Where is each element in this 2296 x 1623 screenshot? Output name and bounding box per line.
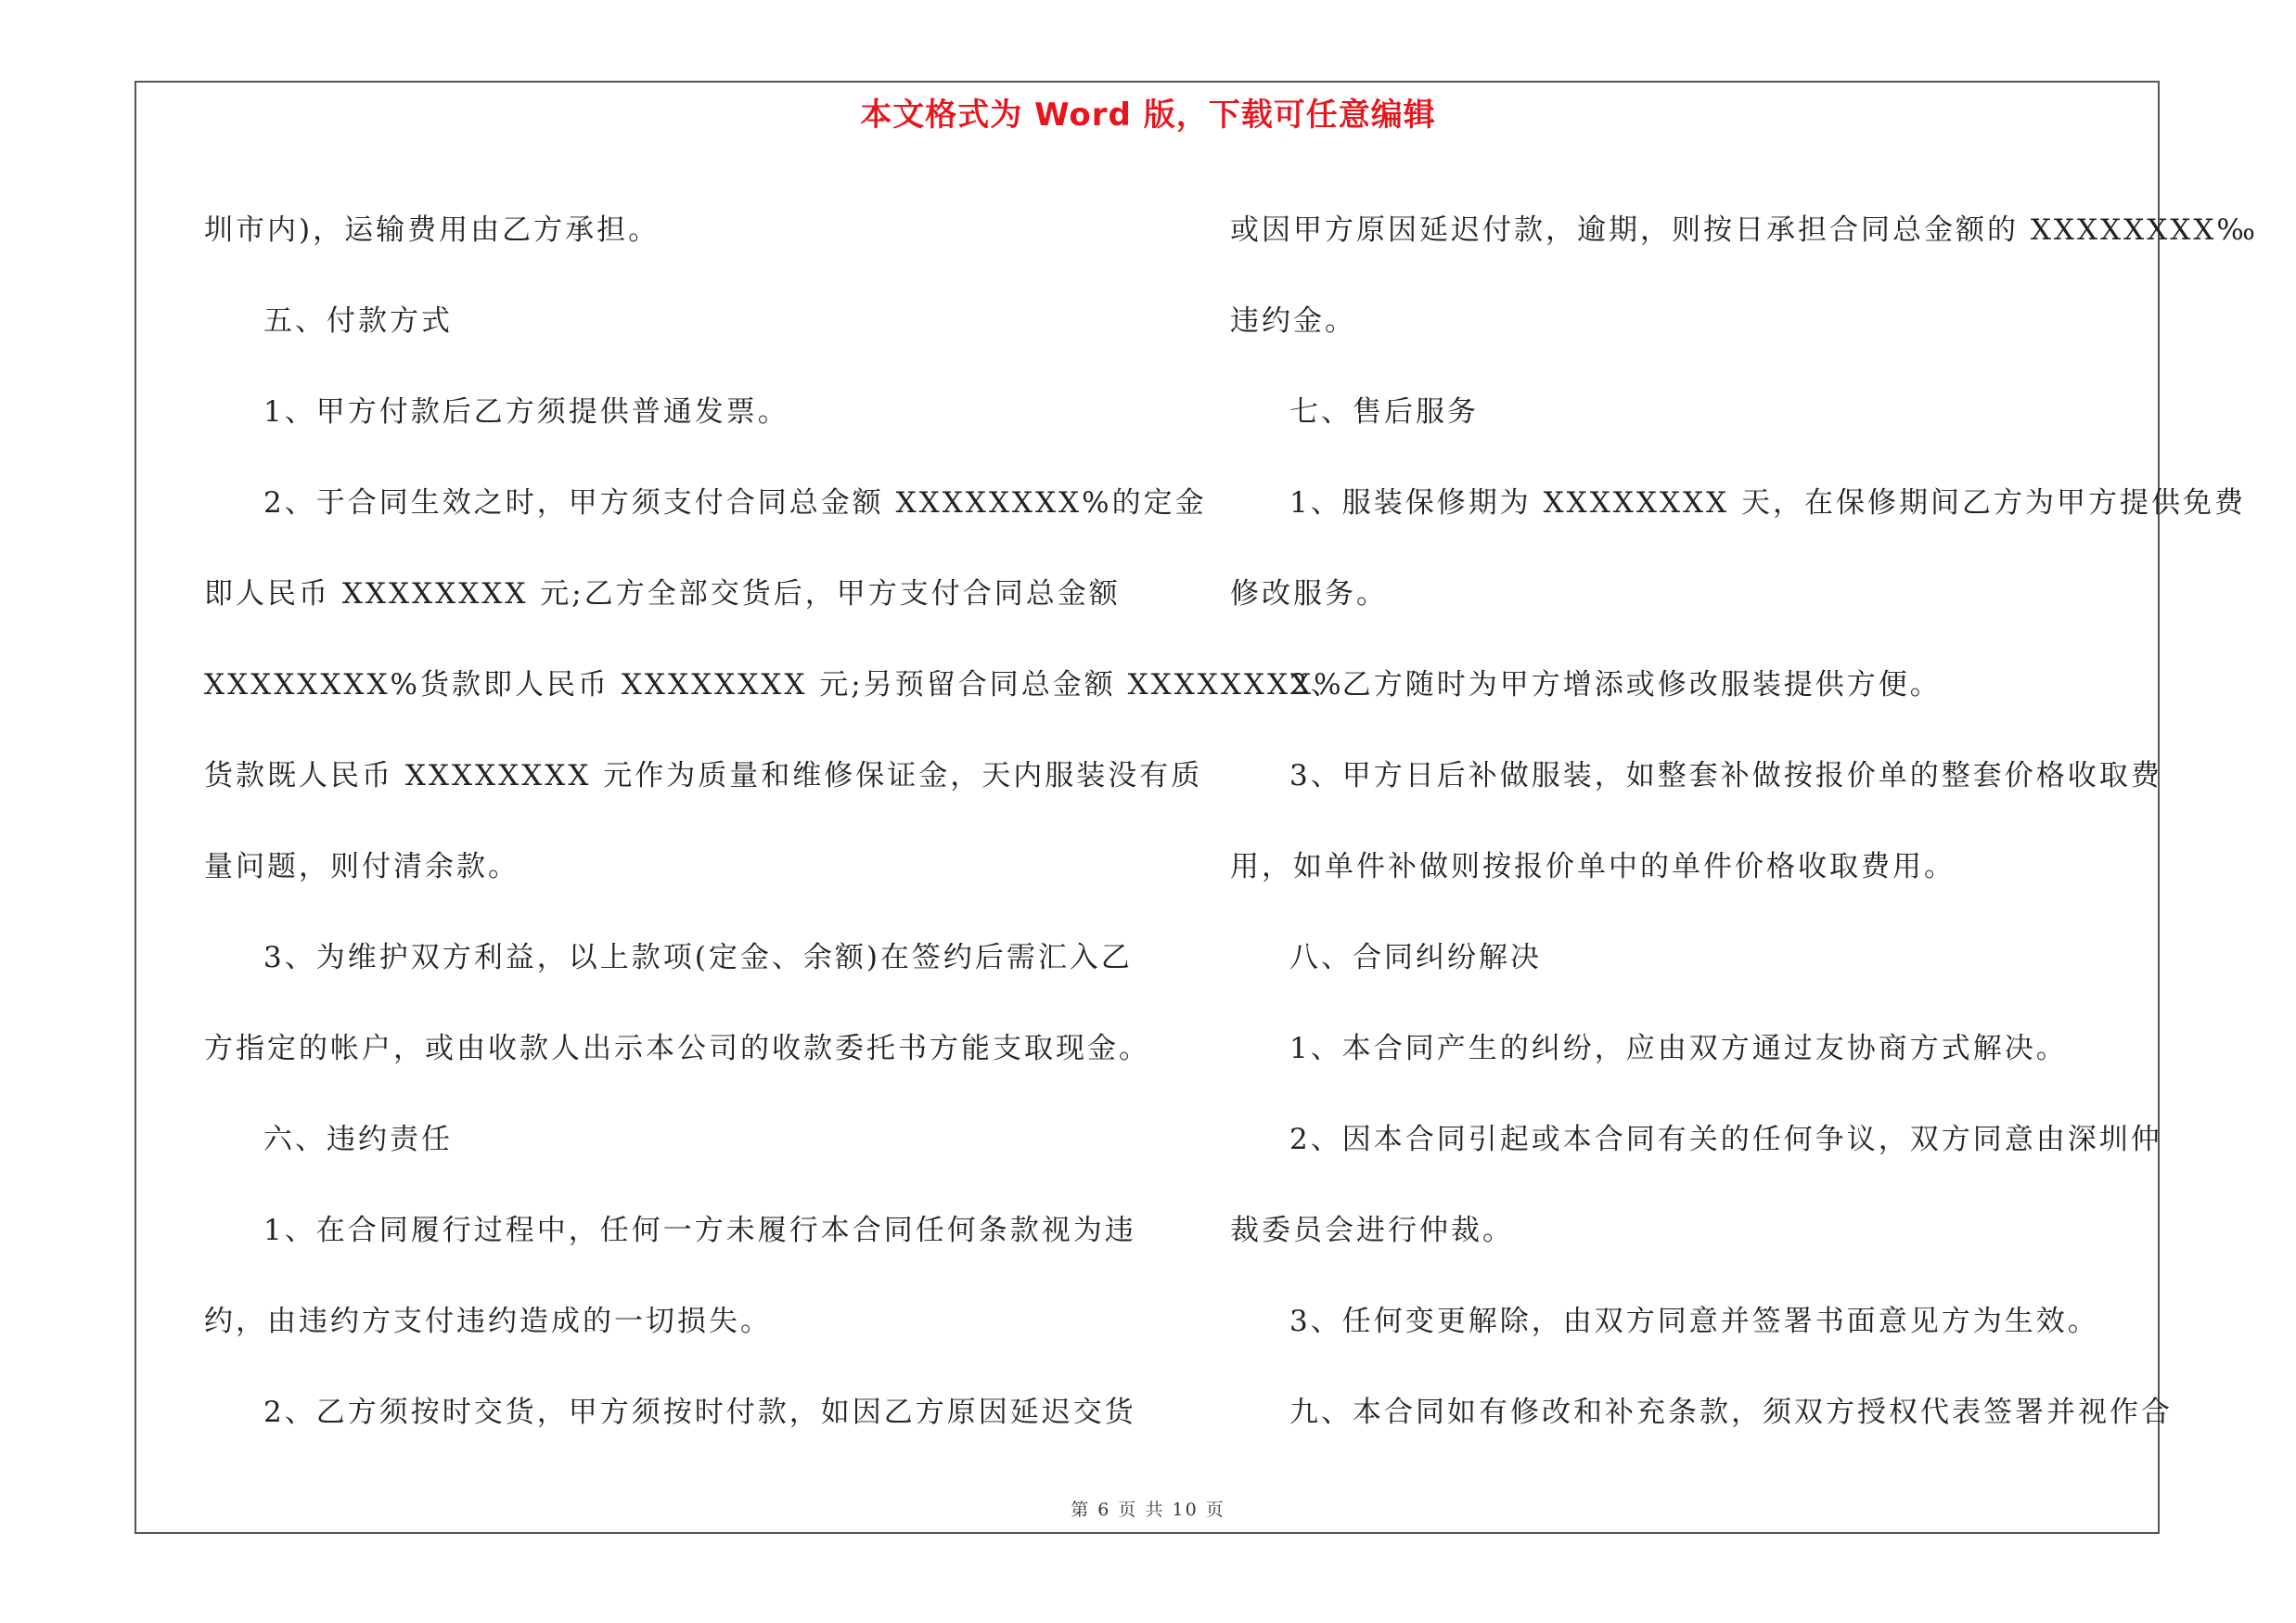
paragraph-line: 1、服装保修期为 XXXXXXXX 天，在保修期间乙方为甲方提供免费 [1289, 486, 2246, 520]
paragraph-line: 2、乙方须按时交货，甲方须按时付款，如因乙方原因延迟交货 [263, 1396, 1136, 1429]
paragraph-line: 违约金。 [1230, 304, 1356, 338]
paragraph-line: 货款既人民币 XXXXXXXX 元作为质量和维修保证金，天内服装没有质 [204, 759, 1203, 792]
paragraph-line: 裁委员会进行仲裁。 [1230, 1214, 1514, 1247]
right-column [1230, 185, 2259, 1458]
paragraph-line: 2、乙方随时为甲方增添或修改服装提供方便。 [1289, 668, 1942, 702]
paragraph-line: 方指定的帐户，或由收款人出示本公司的收款委托书方能支取现金。 [204, 1032, 1150, 1065]
paragraph-line: 3、甲方日后补做服装，如整套补做按报价单的整套价格收取费 [1289, 759, 2162, 792]
paragraph-line: 3、任何变更解除，由双方同意并签署书面意见方为生效。 [1289, 1305, 2099, 1338]
paragraph-line: 用，如单件补做则按报价单中的单件价格收取费用。 [1230, 850, 1956, 883]
paragraph-line: 3、为维护双方利益，以上款项(定金、余额)在签约后需汇入乙 [263, 941, 1133, 974]
paragraph-line: 1、在合同履行过程中，任何一方未履行本合同任何条款视为违 [263, 1214, 1136, 1247]
section-heading: 九、本合同如有修改和补充条款，须双方授权代表签署并视作合 [1289, 1396, 2173, 1429]
paragraph-line: 1、本合同产生的纠纷，应由双方通过友协商方式解决。 [1289, 1032, 2068, 1065]
page-number-footer: 第 6 页 共 10 页 [1071, 1500, 1225, 1520]
header-banner: 本文格式为 Word 版，下载可任意编辑 [860, 97, 1436, 134]
paragraph-line: 2、因本合同引起或本合同有关的任何争议，双方同意由深圳仲 [1289, 1123, 2162, 1156]
paragraph-line: 或因甲方原因延迟付款，逾期，则按日承担合同总金额的 XXXXXXXX‰ [1230, 213, 2259, 247]
paragraph-line: 量问题，则付清余款。 [204, 850, 519, 883]
section-heading: 七、售后服务 [1289, 395, 1479, 429]
section-heading: 八、合同纠纷解决 [1289, 941, 1542, 974]
paragraph-line: 圳市内)，运输费用由乙方承担。 [204, 213, 661, 247]
paragraph-line: 1、甲方付款后乙方须提供普通发票。 [263, 395, 789, 429]
paragraph-line: XXXXXXXX%货款即人民币 XXXXXXXX 元;另预留合同总金额 XXXXXXXX% [204, 668, 1344, 702]
section-heading: 六、违约责任 [263, 1123, 453, 1156]
paragraph-line: 即人民币 XXXXXXXX 元;乙方全部交货后，甲方支付合同总金额 [204, 577, 1121, 611]
paragraph-line: 2、于合同生效之时，甲方须支付合同总金额 XXXXXXXX%的定金 [263, 486, 1207, 520]
paragraph-line: 约，由违约方支付违约造成的一切损失。 [204, 1305, 772, 1338]
paragraph-line: 修改服务。 [1230, 577, 1388, 611]
section-heading: 五、付款方式 [263, 304, 453, 338]
